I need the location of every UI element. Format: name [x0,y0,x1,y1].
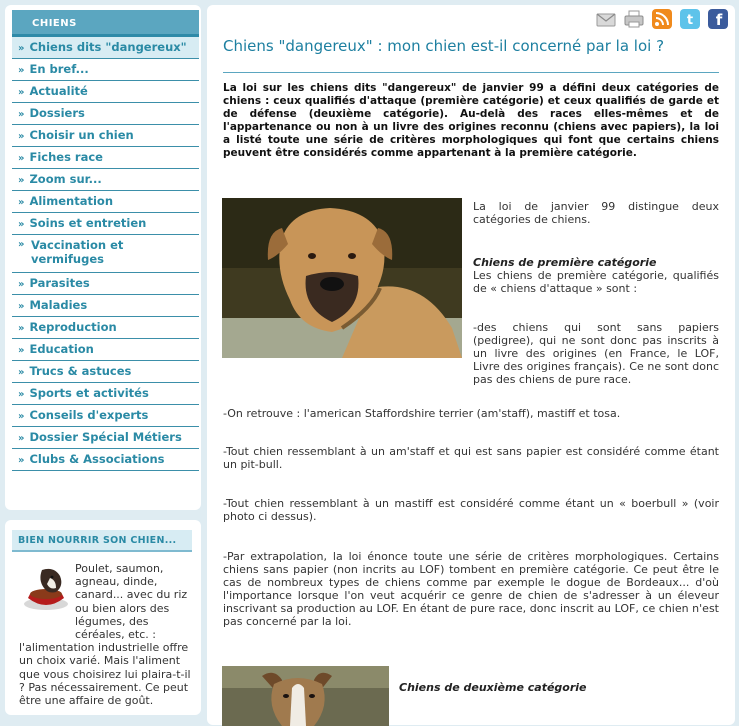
sidebar-item-sports-activites[interactable]: » Sports et activités [12,383,199,405]
sidebar-item-parasites[interactable]: » Parasites [12,273,199,295]
double-chevron-icon: » [18,175,25,186]
side-intro: La loi de janvier 99 distingue deux catégories de chiens. [473,200,719,226]
sidebar-item-fiches-race[interactable]: » Fiches race [12,147,199,169]
double-chevron-icon: » [18,367,25,378]
title-divider [223,72,719,73]
promo-text: Poulet, saumon, agneau, dinde, canard... avec du riz ou bien alors des légumes, des céréales, etc. : l'alimentation industrielle offre un choix varié. Mais l'aliment que vous choisirez lui plaira-t-il ? Pas nécessairement. Ce peut être une affaire de goût. [19,562,191,708]
para-pitbull: -Tout chien ressemblant à un am'staff et qui est sans papier est considéré comme étant un pit-bull. [223,445,719,471]
sidebar-item-alimentation[interactable]: » Alimentation [12,191,199,213]
side-column [473,200,719,386]
double-chevron-icon: » [18,411,25,422]
facebook-icon[interactable] [707,8,729,30]
article-intro: La loi sur les chiens dits "dangereux" de janvier 99 a défini deux catégories de chiens : ceux qualifiés d'attaque (première catégorie) et ceux qualifiés de garde et de défense (deuxième catégorie). Au-delà des races elles-mêmes et de l'appartenance ou non à un livre des origines reconnu (chiens avec papiers), la loi a listé toute une série de critères morphologiques qui font que certains chiens peuvent être considérés comme appartenant à la première catégorie. [223,82,719,159]
rss-icon[interactable] [651,8,673,30]
double-chevron-icon: » [18,43,25,54]
para-on-retrouve: -On retrouve : l'american Staffordshire terrier (am'staff), mastiff et tosa. [223,407,621,420]
double-chevron-icon: » [18,345,25,356]
svg-text:t: t [686,13,694,28]
double-chevron-icon: » [18,433,25,444]
double-chevron-icon: » [18,197,25,208]
sidebar-item-dossiers[interactable]: » Dossiers [12,103,199,125]
para-extrapolation: -Par extrapolation, la loi énonce toute une série de critères morphologiques. Certains chiens sans papier (non incrits au LOF) tombent en première catégorie. Ce peut être le cas de nombreux types de chiens comme par exemple le dogue de Bordeaux... d'où l'importance lorsque l'on veut acquérir ce genre de chien de s'adresser à un éleveur inscrivant sa production au LOF. En étant de pure race, donc inscrit au LOF, ce chien n'est pas concerné par la loi. [223,550,719,628]
sidebar-item-trucs-astuces[interactable]: » Trucs & astuces [12,361,199,383]
double-chevron-icon: » [18,109,25,120]
promo-header[interactable]: BIEN NOURRIR SON CHIEN... [12,530,192,552]
sidebar-item-dossier-special-metiers[interactable]: » Dossier Spécial Métiers [12,427,199,449]
sidebar-nav-panel [5,5,201,510]
svg-text:f: f [715,11,723,29]
email-icon[interactable] [595,8,617,30]
sidebar-item-conseils-experts[interactable]: » Conseils d'experts [12,405,199,427]
para-boerbull: -Tout chien ressemblant à un mastiff est considéré comme étant un « boerbull » (voir photo ci dessus). [223,497,719,523]
double-chevron-icon: » [18,131,25,142]
sidebar-item-education[interactable]: » Education [12,339,199,361]
sidebar-item-reproduction[interactable]: » Reproduction [12,317,199,339]
mastiff-photo [222,198,462,358]
double-chevron-icon: » [18,455,25,466]
double-chevron-icon: » [18,323,25,334]
double-chevron-icon: » [18,279,25,290]
print-icon[interactable] [623,8,645,30]
article-panel [207,5,735,725]
sidebar-item-chiens-dangereux[interactable]: » Chiens dits "dangereux" [12,37,199,59]
sidebar-item-maladies[interactable]: » Maladies [12,295,199,317]
double-chevron-icon: » [18,65,25,76]
cat1-heading: Chiens de première catégorie [473,256,657,269]
cat1-list: -des chiens qui sont sans papiers (pedigree), qui ne sont donc pas inscrits à un livre des origines (en France, le LOF, Livre des origines français). Ce ne sont donc pas des chiens de pure race. [473,321,719,386]
cat1-text: Les chiens de première catégorie, qualifiés de « chiens d'attaque » sont : [473,269,719,295]
double-chevron-icon: » [18,219,25,230]
double-chevron-icon: » [18,87,25,98]
double-chevron-icon: » [18,301,25,312]
page-title: Chiens "dangereux" : mon chien est-il concerné par la loi ? [223,37,665,55]
sidebar-item-zoom-sur[interactable]: » Zoom sur... [12,169,199,191]
sidebar-menu [12,37,199,471]
promo-text-block [19,562,197,707]
promo-panel [5,520,201,715]
sidebar-item-clubs-associations[interactable]: » Clubs & Associations [12,449,199,471]
sidebar-header: CHIENS [12,10,199,37]
staffordshire-photo [222,666,389,726]
share-toolbar [595,8,729,30]
double-chevron-icon: » [18,153,25,164]
sidebar-item-choisir-un-chien[interactable]: » Choisir un chien [12,125,199,147]
sidebar-item-actualite[interactable]: » Actualité [12,81,199,103]
sidebar-item-en-bref[interactable]: » En bref... [12,59,199,81]
twitter-icon[interactable] [679,8,701,30]
double-chevron-icon: » [18,239,25,250]
double-chevron-icon: » [18,389,25,400]
sidebar-item-vaccination[interactable]: » Vaccination et vermifuges [12,235,199,273]
cat2-heading: Chiens de deuxième catégorie [399,681,587,694]
sidebar-item-soins-et-entretien[interactable]: » Soins et entretien [12,213,199,235]
